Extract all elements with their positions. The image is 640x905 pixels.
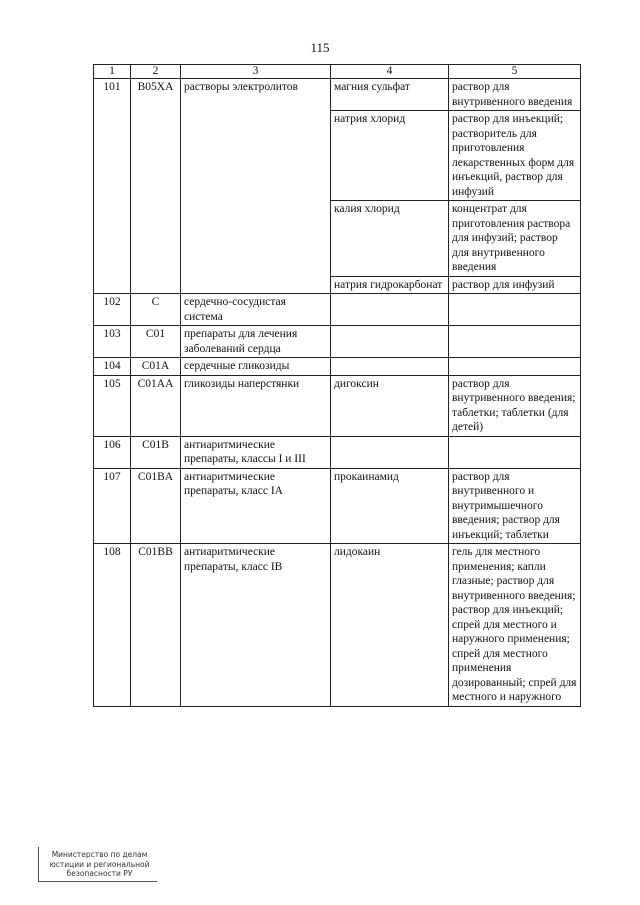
stamp-line: Министерство по делам — [51, 850, 148, 859]
drug-name-cell — [331, 358, 449, 376]
row-number-cell: 106 — [94, 436, 131, 468]
header-col-4: 4 — [331, 65, 449, 79]
dosage-form-cell — [449, 436, 581, 468]
dosage-form-cell — [449, 358, 581, 376]
drug-name-cell — [331, 326, 449, 358]
page-number: 115 — [310, 40, 330, 55]
dosage-form-cell: гель для местного применения; капли глазные; раствор для внутривенного введения; раствор для инъекций; спрей для местного и наружного применения; спрей для местного применения дозированный; спрей для местного и наружного — [449, 544, 581, 707]
registration-stamp — [38, 847, 157, 882]
atc-code-cell: C01AA — [131, 375, 181, 436]
dosage-form-cell: раствор для внутривенного введения; таблетки; таблетки (для детей) — [449, 375, 581, 436]
drug-name-cell — [331, 294, 449, 326]
group-name-cell: гликозиды наперстянки — [181, 375, 331, 436]
drug-name-cell: натрия хлорид — [331, 111, 449, 201]
dosage-form-cell: раствор для инъекций; растворитель для приготовления лекарственных форм для инъекций, раствор для инфузий — [449, 111, 581, 201]
row-number-cell: 103 — [94, 326, 131, 358]
table-row — [94, 326, 581, 358]
header-col-5: 5 — [449, 65, 581, 79]
row-number-cell: 104 — [94, 358, 131, 376]
header-col-1: 1 — [94, 65, 131, 79]
dosage-form-cell — [449, 326, 581, 358]
row-number-cell: 102 — [94, 294, 131, 326]
drug-name-cell: калия хлорид — [331, 201, 449, 277]
atc-code-cell: C01 — [131, 326, 181, 358]
dosage-form-cell: раствор для внутривенного введения — [449, 79, 581, 111]
table-row — [94, 544, 581, 707]
drug-name-cell: лидокаин — [331, 544, 449, 707]
table-row — [94, 375, 581, 436]
group-name-cell: препараты для лечения заболеваний сердца — [181, 326, 331, 358]
group-name-cell: растворы электролитов — [181, 79, 331, 294]
atc-code-cell: B05XA — [131, 79, 181, 294]
row-number-cell: 107 — [94, 468, 131, 544]
dosage-form-cell: концентрат для приготовления раствора для инфузий; раствор для внутривенного введения — [449, 201, 581, 277]
row-number-cell: 105 — [94, 375, 131, 436]
atc-code-cell: C01BB — [131, 544, 181, 707]
group-name-cell: сердечные гликозиды — [181, 358, 331, 376]
stamp-line: безопасности РУ — [66, 869, 133, 878]
group-name-cell: антиаритмические препараты, классы I и III — [181, 436, 331, 468]
dosage-form-cell: раствор для внутривенного и внутримышечного введения; раствор для инъекций; таблетки — [449, 468, 581, 544]
drug-list-table — [93, 64, 581, 707]
row-number-cell: 108 — [94, 544, 131, 707]
header-col-2: 2 — [131, 65, 181, 79]
drug-name-cell — [331, 436, 449, 468]
dosage-form-cell — [449, 294, 581, 326]
group-name-cell: сердечно-сосудистая система — [181, 294, 331, 326]
atc-code-cell: C — [131, 294, 181, 326]
atc-code-cell: C01BA — [131, 468, 181, 544]
table-row — [94, 294, 581, 326]
group-name-cell: антиаритмические препараты, класс IA — [181, 468, 331, 544]
table-row — [94, 79, 581, 111]
table-row — [94, 468, 581, 544]
stamp-line: юстиции и региональной — [49, 859, 150, 869]
drug-name-cell: дигоксин — [331, 375, 449, 436]
drug-name-cell: натрия гидрокарбонат — [331, 276, 449, 294]
drug-name-cell: прокаинамид — [331, 468, 449, 544]
group-name-cell: антиаритмические препараты, класс IB — [181, 544, 331, 707]
table-row — [94, 436, 581, 468]
dosage-form-cell: раствор для инфузий — [449, 276, 581, 294]
atc-code-cell: C01A — [131, 358, 181, 376]
row-number-cell: 101 — [94, 79, 131, 294]
table-header-row — [94, 65, 581, 79]
header-col-3: 3 — [181, 65, 331, 79]
table-row — [94, 358, 581, 376]
atc-code-cell: C01B — [131, 436, 181, 468]
drug-name-cell: магния сульфат — [331, 79, 449, 111]
